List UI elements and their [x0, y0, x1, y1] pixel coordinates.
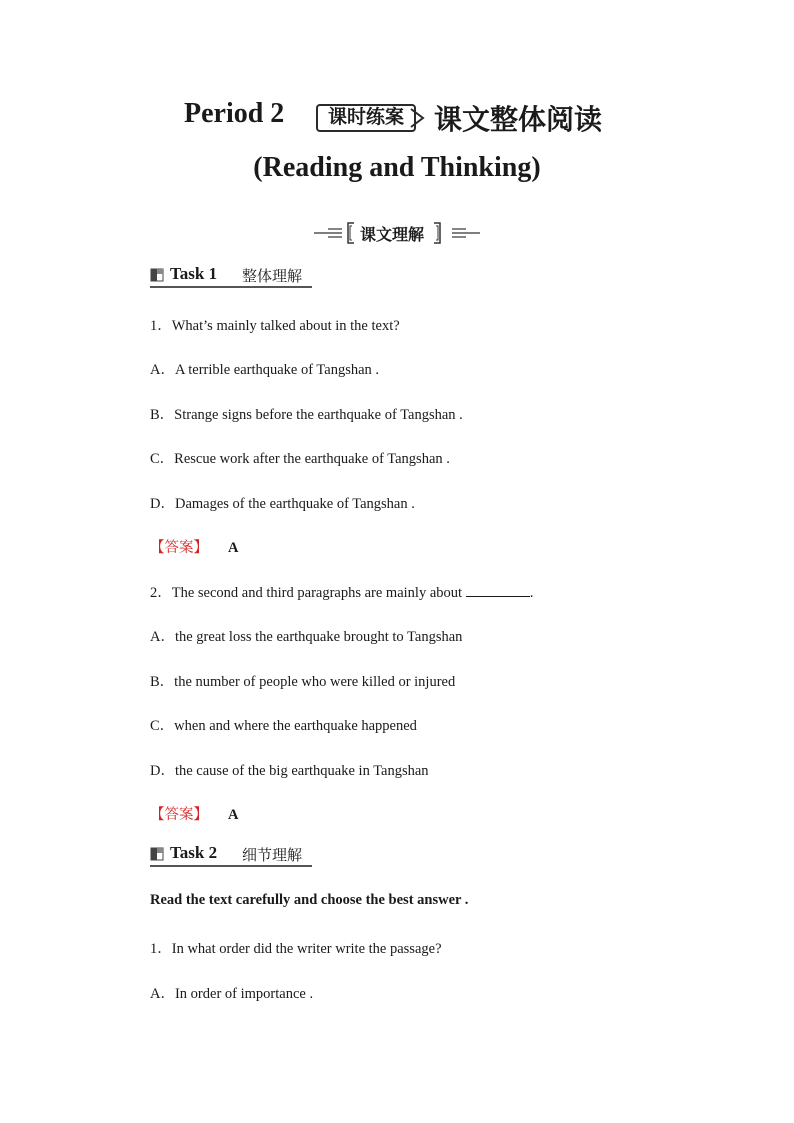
task2-title-cn: 细节理解 — [242, 846, 303, 864]
task1-q1-stem: 1．What’s mainly talked about in the text? — [150, 318, 400, 334]
task1-q1-option-a: A．A terrible earthquake of Tangshan . — [150, 362, 380, 378]
section-banner — [0, 219, 794, 247]
task1-q2-answer — [150, 803, 238, 824]
task1-q2-stem — [150, 581, 533, 602]
answer-value: A — [228, 540, 239, 556]
task2-q1-stem: 1．In what order did the writer write the passage? — [150, 941, 442, 957]
task1-title-cn: 整体理解 — [242, 267, 303, 285]
answer-label: 【答案】 — [150, 540, 208, 556]
section-label: 课文理解 — [360, 225, 425, 244]
task2-name: Task 2 — [170, 843, 218, 862]
task-doc-icon — [150, 268, 164, 282]
task1-q1-option-b: B．Strange signs before the earthquake of Tangshan . — [150, 407, 463, 423]
task1-q2-option-a: A．the great loss the earthquake brought to Tangshan — [150, 629, 463, 645]
task1-q1-option-d: D．Damages of the earthquake of Tangshan . — [150, 496, 415, 512]
task1-q1-answer — [150, 536, 238, 557]
task2-q1-option-a: A．In order of importance . — [150, 986, 314, 1002]
task1-q2-option-b: B．the number of people who were killed or injured — [150, 674, 456, 690]
answer-value: A — [228, 807, 239, 823]
task2-instruction: Read the text carefully and choose the best answer . — [150, 892, 469, 908]
task1-heading — [150, 264, 312, 288]
page-title-en: (Reading and Thinking) — [253, 152, 541, 183]
period-label: Period 2 — [184, 98, 285, 129]
task1-q2-stem-end: . — [529, 585, 534, 601]
task1-q2-option-d: D．the cause of the big earthquake in Tangshan — [150, 763, 429, 779]
page-title-cn: 课文整体阅读 — [434, 103, 603, 136]
lesson-ribbon: 课时练案 — [316, 104, 416, 132]
task1-q2-stem-text: 2．The second and third paragraphs are mainly about — [150, 585, 466, 601]
task2-heading — [150, 843, 312, 867]
answer-blank — [466, 584, 530, 597]
task-doc-icon — [150, 847, 164, 861]
title-row — [0, 98, 794, 138]
task1-name: Task 1 — [170, 264, 218, 283]
answer-label: 【答案】 — [150, 807, 208, 823]
task1-q2-option-c: C．when and where the earthquake happened — [150, 718, 417, 734]
ribbon-arrow-icon — [410, 108, 426, 128]
task1-q1-option-c: C．Rescue work after the earthquake of Tangshan . — [150, 451, 450, 467]
